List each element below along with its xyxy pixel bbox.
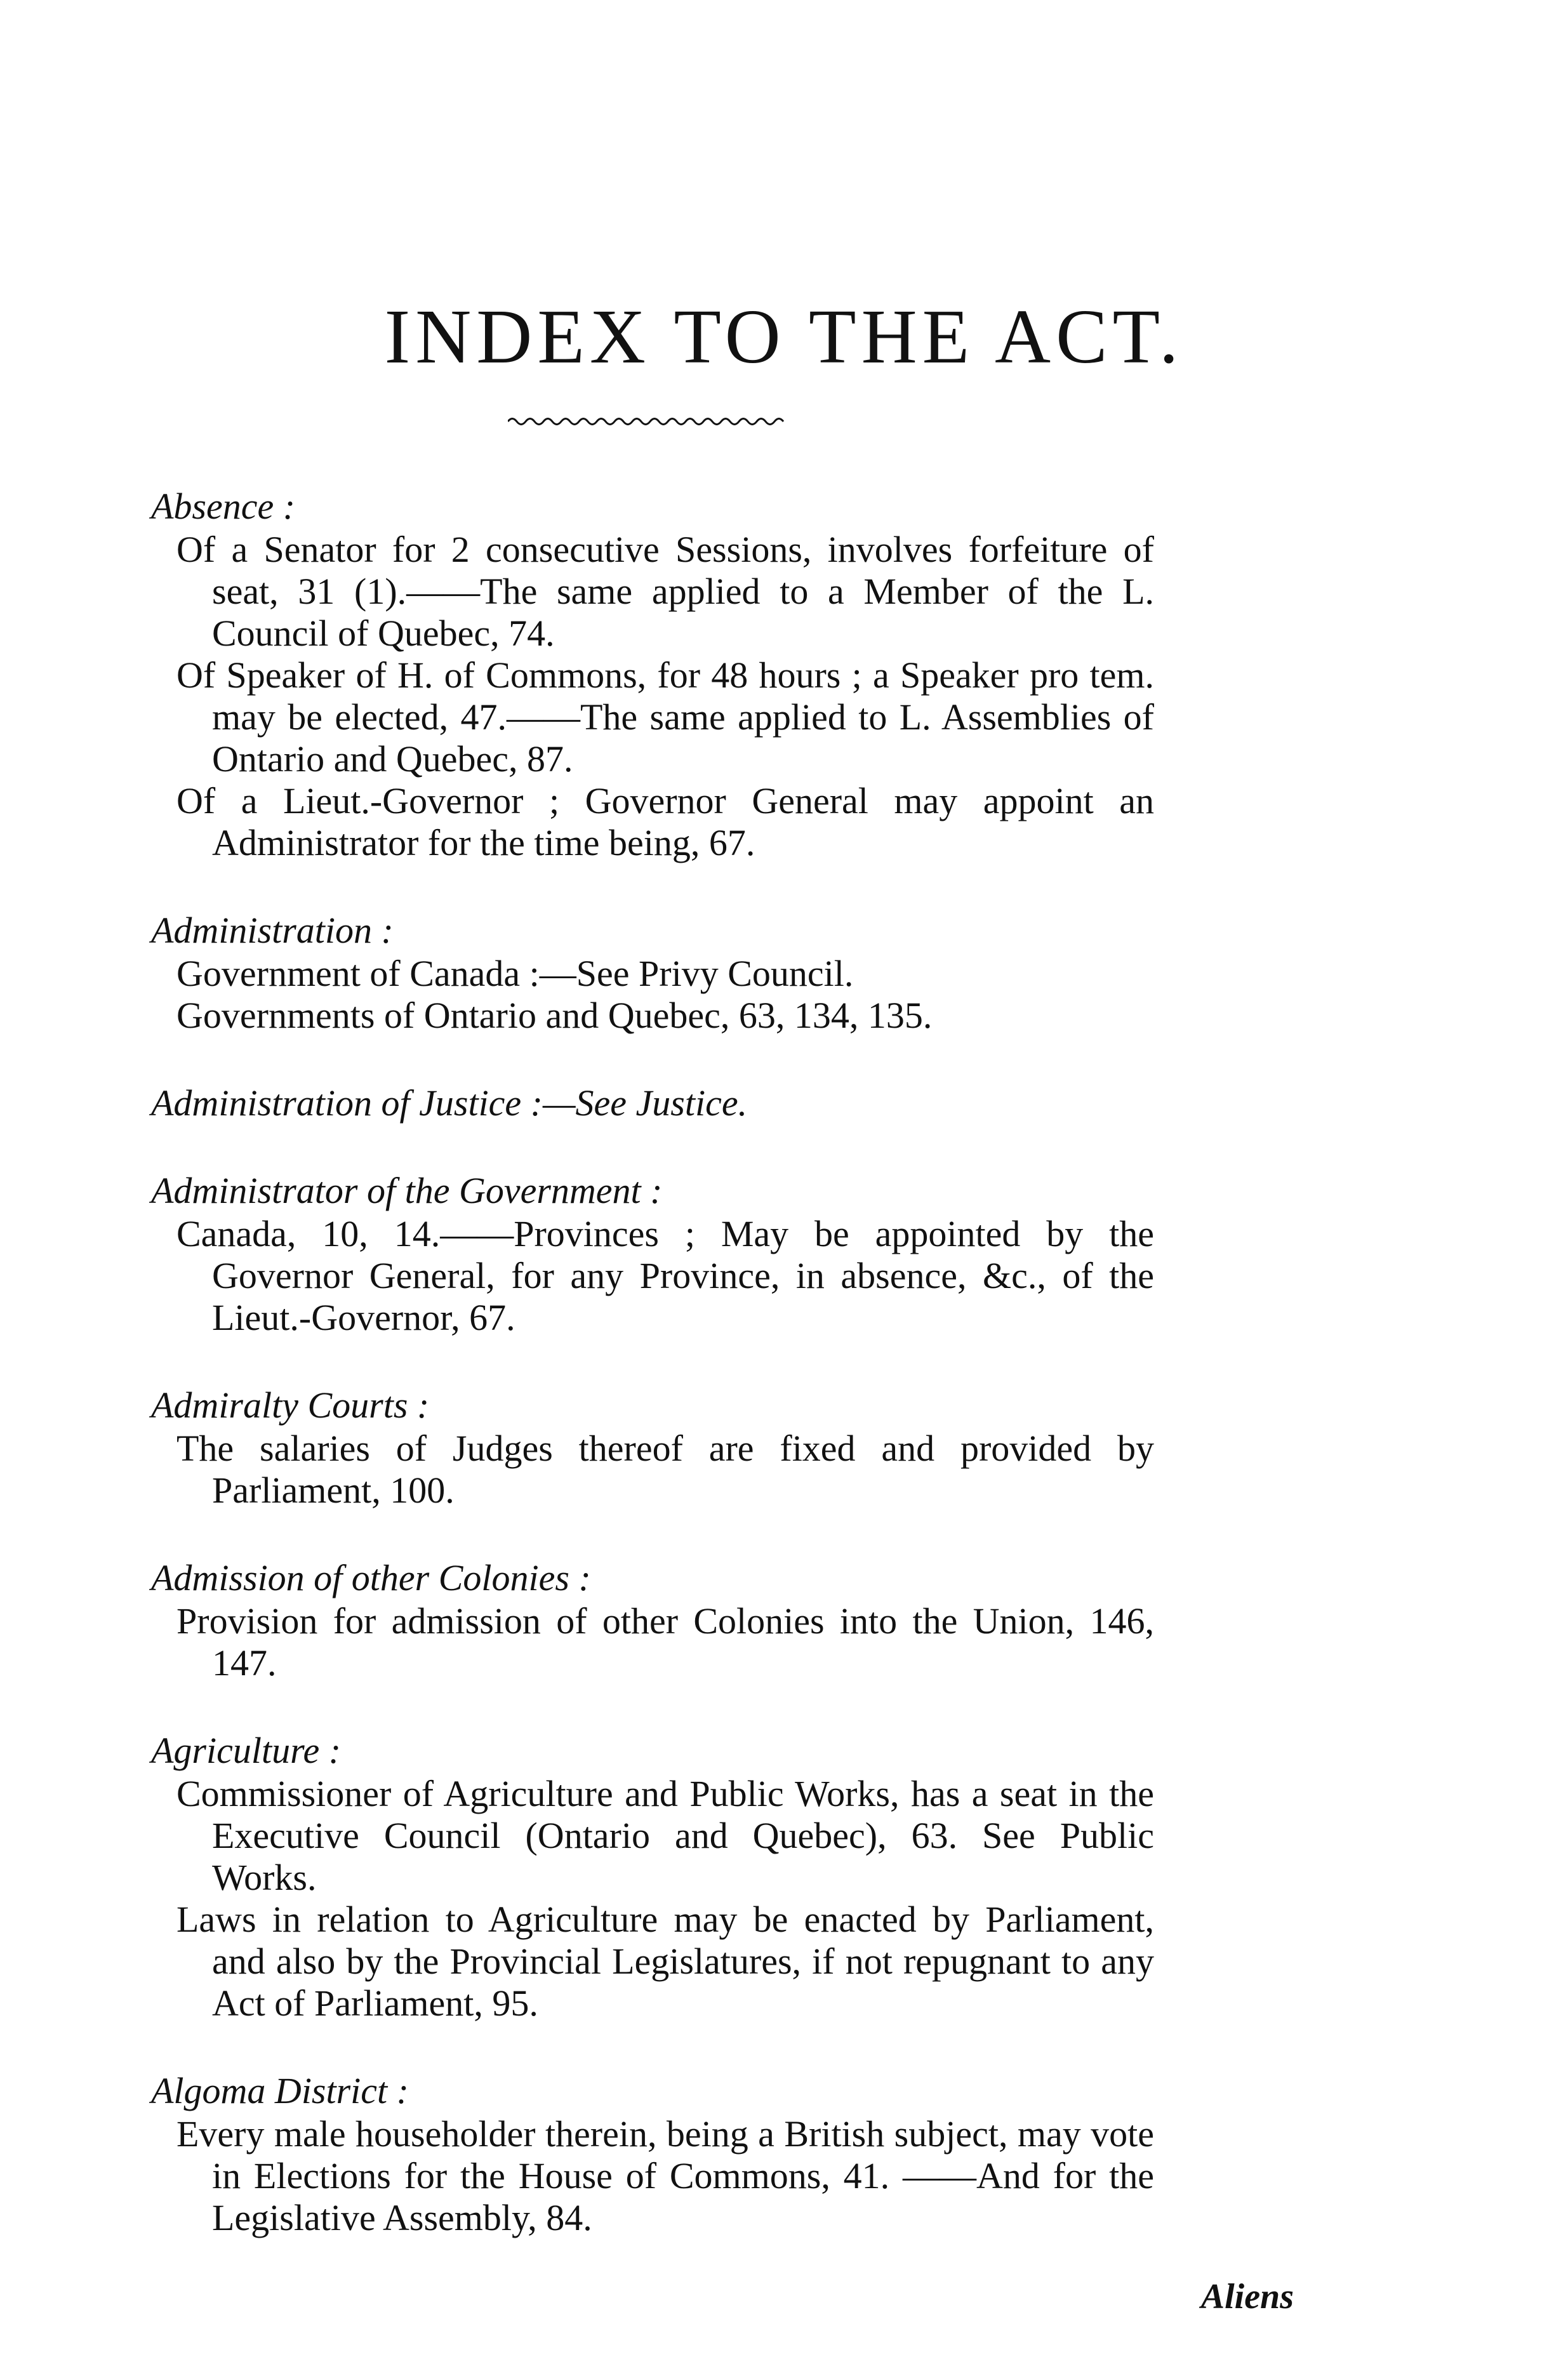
index-entry-algoma-district xyxy=(151,2070,1154,2239)
entry-heading: Administrator of the Government : xyxy=(151,1170,663,1211)
entry-item: Every male householder therein, being a British subject, may vote in Elections for the House of Commons, 41. ——And for the Legislative Assembly, 84. xyxy=(176,2113,1154,2238)
entry-item: Laws in relation to Agriculture may be enacted by Parliament, and also by the Provincial Legislatures, if not repugnant to any Act of Parliament, 95. xyxy=(176,1899,1154,2024)
entry-heading: Admission of other Colonies : xyxy=(151,1557,591,1598)
entry-heading: Administration of Justice :—See Justice. xyxy=(151,1082,748,1124)
index-entry-administration xyxy=(151,910,1154,1037)
index-entry-agriculture xyxy=(151,1730,1154,2024)
entry-heading: Agriculture : xyxy=(151,1730,342,1771)
entry-heading: Absence : xyxy=(151,486,296,527)
entry-item: Governments of Ontario and Quebec, 63, 134, 135. xyxy=(176,995,933,1036)
entry-heading: Administration : xyxy=(151,910,394,951)
index-entry-admission-of-colonies xyxy=(151,1557,1154,1684)
entry-heading: Algoma District : xyxy=(151,2070,409,2111)
entry-item: Of a Senator for 2 consecutive Sessions, involves forfeiture of seat, 31 (1).——The same applied to a Member of the L. Council of Quebec, 74. xyxy=(176,529,1154,654)
catchword: Aliens xyxy=(1200,2277,1294,2316)
entry-item: Provision for admission of other Colonies into the Union, 146, 147. xyxy=(176,1600,1154,1683)
index-entry-administrator xyxy=(151,1170,1154,1339)
entry-item: Commissioner of Agriculture and Public Works, has a seat in the Executive Council (Ontario and Quebec), 63. See Public Works. xyxy=(176,1773,1154,1898)
entry-item: Of Speaker of H. of Commons, for 48 hours ; a Speaker pro tem. may be elected, 47.——The same applied to L. Assemblies of Ontario and Quebec, 87. xyxy=(176,654,1154,780)
page-title: INDEX TO THE ACT. xyxy=(384,294,1184,380)
wavy-rule-ornament xyxy=(508,414,787,429)
entry-item: Government of Canada :—See Privy Council. xyxy=(176,953,854,994)
entry-item: The salaries of Judges thereof are fixed and provided by Parliament, 100. xyxy=(176,1428,1154,1511)
index-entry-admiralty-courts xyxy=(151,1385,1154,1511)
entry-item: Canada, 10, 14.——Provinces ; May be appointed by the Governor General, for any Province, in absence, &c., of the Lieut.-Governor, 67. xyxy=(176,1213,1154,1338)
index-list xyxy=(151,486,1154,2285)
entry-item: Of a Lieut.-Governor ; Governor General may appoint an Administrator for the time being, 67. xyxy=(176,780,1154,863)
entry-heading: Admiralty Courts : xyxy=(151,1385,430,1426)
index-entry-administration-of-justice xyxy=(151,1082,1154,1124)
index-entry-absence xyxy=(151,486,1154,864)
